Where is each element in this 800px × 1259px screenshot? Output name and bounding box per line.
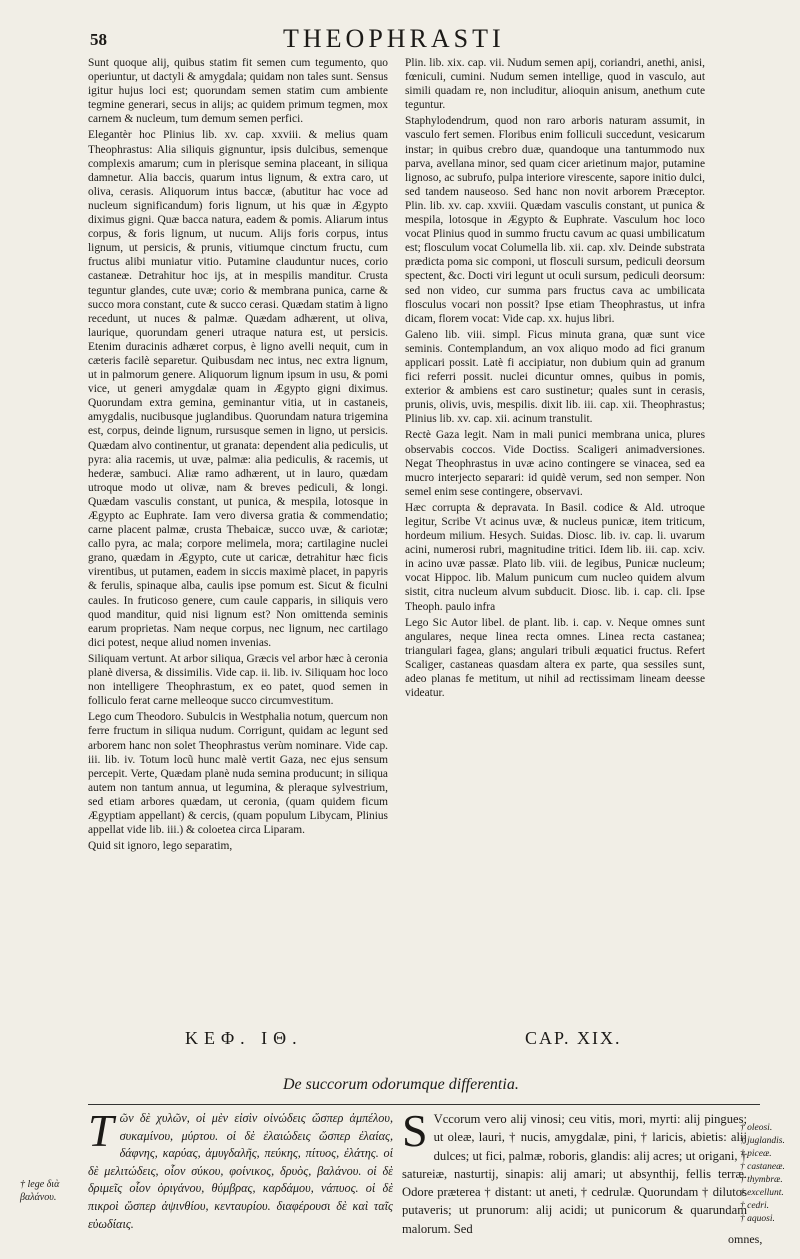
commentary-paragraph: Lego cum Theodoro. Subulcis in Westphalia notum, quercum non ferre fructum in siliqua nudum. Corrigunt, quidam ac legunt sed arborem hanc non solet Theophrastus verùm nominare. Vide cap. iii. lib. iv. Totum locũ hunc malè vertit Gaza, nec ejus sensum percepit. Verte, Quædam planè nuda semina producunt; in siliqua autem non tantum annua, ut legumina, & pleraque sylvestrium, sed etiam arbores quædam, ut ceronia, (quam quidem ficum Ægyptiam appellant) & cercis, (quam populum Libycam, Plinius appellat vide lib. iii.) & coloetea circa Liparam. (88, 711, 388, 837)
margin-note-left: † lege διὰ βαλάνου. (20, 1179, 60, 1203)
commentary-paragraph: Hæc corrupta & depravata. In Basil. codice & Ald. utroque legitur, Scribe Vt acinus uvæ, & nucleus punicæ, item triticum, hordeum milium. Hesych. Suidas. Diosc. lib. iv. cap. li. uvarum acini, numerosi rubri, magnitudine tritici. Idem lib. iii. cap. xciv. in acino uvæ passæ. Plato lib. viii. de legibus, Punicæ nucleum; vocat Hippoc. lib. Malum punicum cum nucleo quidem alvum sistit, citra nucleum alvum subducit. Diosc. lib. i. cap. cli. Ipse Theoph. paulo infra (405, 501, 705, 613)
margin-note: † juglandis. (740, 1136, 785, 1146)
running-head: THEOPHRASTI (283, 24, 505, 53)
right-commentary-column (405, 56, 705, 806)
commentary-paragraph: Siliquam vertunt. At arbor siliqua, Græcis vel arbor hæc à ceronia planè diversa, & dissimilis. Vide cap. ii. lib. iv. Siliquam hoc loco non intelligere Theophrastum, ex eo patet, quod semen in folliculo ferat carne melleoque succo circumvestitum. (88, 652, 388, 708)
latin-text: Vccorum vero alij vinosi; ceu vitis, mori, myrti: alij pingues; ut oleæ, lauri, † nucis, amygdalæ, pini, † laricis, abietis: alij dulces; ut fici, palmæ, roboris, glandis: alij acres; ut origani, † satureiæ, nasturtij, sinapis: alij amari; ut absynthij, fellis terræ. Odore præterea † distant: ut aneti, † cedrulæ. Quorundam † dilutos putaveris; ut prunorum: alij acidi; ut punicorum & quarundam malorum. Sed (402, 1112, 747, 1236)
commentary-paragraph: Rectè Gaza legit. Nam in mali punici membrana unica, plures observabis coccos. Vide Doctiss. Scaligeri animadversiones. Negat Theophrastus in uvæ acino contingere se vinacea, sed ea mucro interjecto separari: id quidè verum, sed non semper. Non semel enim sese contingere, observavi. (405, 429, 705, 498)
commentary-paragraph: Staphylodendrum, quod non raro arboris naturam assumit, in vasculo fert semen. Floribus enim folliculi succedunt, vesicarum instar; in quibus crebro duæ, quandoque una tantummodo nux parva, avellana minor, sed quam cicer arietinum major, putamine lignoso, ac subrufo, pulpa interiore virescente, sapore initio dulci, sed tandem nauseoso. Sed hanc non novit arborem Præceptor. Plin. lib. xv. cap. xxviii. Quædam vasculis constant, ut punica & mespila, lotosque in Ægypto & Euphrate. Vasculum hoc loco vocat Plinius quod in summo fructu cavum ac quasi umbilicatum est; flosculum vocat Columella lib. xii. cap. xlv. Deinde substrata prædicta poma sic componi, ut flosculi sursum, pediculi deorsum spectent, &c. Docti viri legunt ut oculi sursum, pediculi deorsum: sed non video, cur summa pars fructus cava ac umbilicata flosculus vocari non possit? Ipse etiam Theophrastus, ut infra dicam, florem vocat: Vide cap. xx. hujus libri. (405, 115, 705, 325)
latin-text-block (402, 1105, 747, 1238)
chapter-title: De succorum odorumque differentia. (283, 1076, 519, 1093)
commentary-paragraph: Quid sit ignoro, lego separatim, (88, 840, 233, 853)
left-commentary-column (88, 56, 388, 853)
commentary-paragraph: Elegantèr hoc Plinius lib. xv. cap. xxviii. & melius quam Theophrastus: Alia siliquis gignuntur, ipsis dulcibus, semenque complexis amarum; cum in plerisque semina placeant, in siliqua damnetur. Alia baccis, quarum intus lignum, & extra caro, ut oliva, cerasis. Aliquorum intus baccæ, (abutitur hac voce ad nucleum significandum) foris lignum, ut his quæ in Ægypto diximus gigni. Quæ bacca natura, eadem & pomis. Aliarum intus corpus, & foris lignum, ut nucum. Alijs foris corpus, intus lignum, ut persicis, & prunis, vitiumque cinctum fructu, cum fructus alibi muniatur vitio. Putamine clauduntur nuces, corio castaneæ. Detrahitur hoc ijs, at in mespilis manditur. Crusta teguntur glandes, cute uvæ; corio & membrana punica, carne & succo mora constant, cute & succo cerasi. Quædam statim à ligno recedunt, ut nuces & palmæ. Quædam adhærent, ut oliva, laurique, quorundam generi utraque natura est, ut persicis. Etenim duracinis adhæret corpus, è ligno avelli nequit, cum in cæteris facilè separetur. Quibusdam nec intus, nec extra lignum, ut in palmorum genere. Aliquorum lignum ipsum in usu, & pomi vice, ut generi amygdalæ quam in Ægypto gigni diximus. Quorundam extra gemina, geminantur vitia, ut in castaneis, amygdalis, nucibusque juglandibus. Quorundam natura trigemina est, corpus, deinde lignum, rursusque semen in ligno, ut persicis. Quædam alvo continentur, ut granata: dependent alia pediculis, ut pyra: alia racemis, ut uvæ, palmæ: alia pediculis, & racemis, ut hederæ, sambuci. Aliæ ramo adhærent, ut in lauro, quædam utroque modo ut olivæ, nam & breves pediculi, & longi. Quædam vasculis constant, ut punica, & mespila, lotosque in Ægypto ac Euphrate. Iam vero diversa gratia & commendatio; carne placent palmæ, crusta Thebaicæ, succo uvæ, & cariotæ; callo pyra, ac mala; corpore melimela, mora; cartilagine nuclei grano, quædam in Ægypto, cute ut caricæ, detrahitur hæc ficis virentibus, ut putamen, eadem in siccis maximè placet, in papyris & ferulis, spinaque alba, caulis ipse pomum est. Sicut & ficulni caules. In fruticoso genere, cum caule capparis, in siliquis vero quod manditur, quid nisi lignum est? Non omittenda seminis earum proprietas. Nam neque corpus, nec lignum, nec cartilago dici potest, neque aliud nomen invenias. (88, 129, 388, 649)
catchword: omnes, (728, 1232, 763, 1246)
margin-note: † thymbræ. (740, 1175, 783, 1185)
greek-text-block (88, 1105, 393, 1233)
margin-note: † oleosi. (740, 1123, 773, 1133)
margin-notes-right (740, 1122, 796, 1226)
margin-note: † castaneæ. (740, 1162, 785, 1172)
margin-note: † excellunt. (740, 1188, 784, 1198)
margin-note: † aquosi. (740, 1214, 775, 1224)
commentary-paragraph: Sunt quoque alij, quibus statim fit semen cum tegumento, quo operiuntur, ut dactyli & amygdala; quidam non tales sunt. Sensus igitur hujus loci est; quorundam semen statim cum ambiente tegmine generari, secus in alijs; ac quidem primum tegmen, mox carnem & nucleum, tum demum semen perfici. (88, 57, 388, 126)
margin-note: † cedri. (740, 1201, 770, 1211)
commentary-paragraph: Plin. lib. xix. cap. vii. Nudum semen apij, coriandri, anethi, anisi, fœniculi, cumini. Nudum semen intellige, quod in vasculo, aut simili quadam re, non includitur, alioquin anisum, anethum cute teguntur. (405, 57, 705, 112)
commentary-paragraph: Galeno lib. viii. simpl. Ficus minuta grana, quæ sunt vice seminis. Contemplandum, an vox aliquo modo ad fici granum applicari possit. Latè fi accipiatur, non dubium quin ad granum fici referri possit. nuclei dicuntur omnes, quibus in pomis, exterior & ambiens est caro sustinetur; quales sunt in cerasis, prunis, olivis, uvis, mespilis. dixit lib. iii. cap. xii. Theophrastus; Plinius lib. xv. cap. xii. acinum transtulit. (405, 328, 705, 426)
margin-note: † piceæ. (740, 1149, 772, 1159)
drop-initial-greek: Τ (88, 1105, 114, 1156)
greek-text: ῶν δὲ χυλῶν, οἱ μὲν εἰσὶν οἰνώδεις ὥσπερ ἀμπέλου, συκαμίνου, μύρτου. οἱ δὲ ἐλαιώδεις ὥσπερ ἐλαίας, δάφνης, καρύας, ἀμυγδαλῆς, πεύκης, πίτυος, ἐλάτης. οἱ δὲ μελιτώδεις, οἷον σύκου, φοίνικος, δρυὸς, βαλάνου. οἱ δὲ δριμεῖς οἷον ὀριγάνου, θύμβρας, καρδάμου, νάπυος. οἱ δὲ πικροὶ ὥσπερ ἀψινθίου, κενταυρίου. διαφέρουσι δὲ καὶ ταῖς εὐωδίαις. (88, 1111, 393, 1231)
commentary-paragraph: Lego Sic Autor libel. de plant. lib. i. cap. v. Neque omnes sunt angulares, neque linea recta omnes. Linea recta castanea; triangulari fagea, glans; angulari tribuli æquatici fructus. Refert Scaliger, castaneas quasdam altera ex parte, qua sessiles sunt, adeo planas fe metitum, ut nihil ad rectissimam lineam deesse videatur. (405, 616, 705, 700)
page-header (0, 22, 800, 52)
chapter-heading-latin: CAP. XIX. (525, 1028, 622, 1048)
chapter-heading-greek: ΚΕΦ. ΙΘ. (185, 1028, 303, 1048)
drop-initial-latin: S (402, 1105, 428, 1156)
page-number: 58 (90, 30, 107, 49)
